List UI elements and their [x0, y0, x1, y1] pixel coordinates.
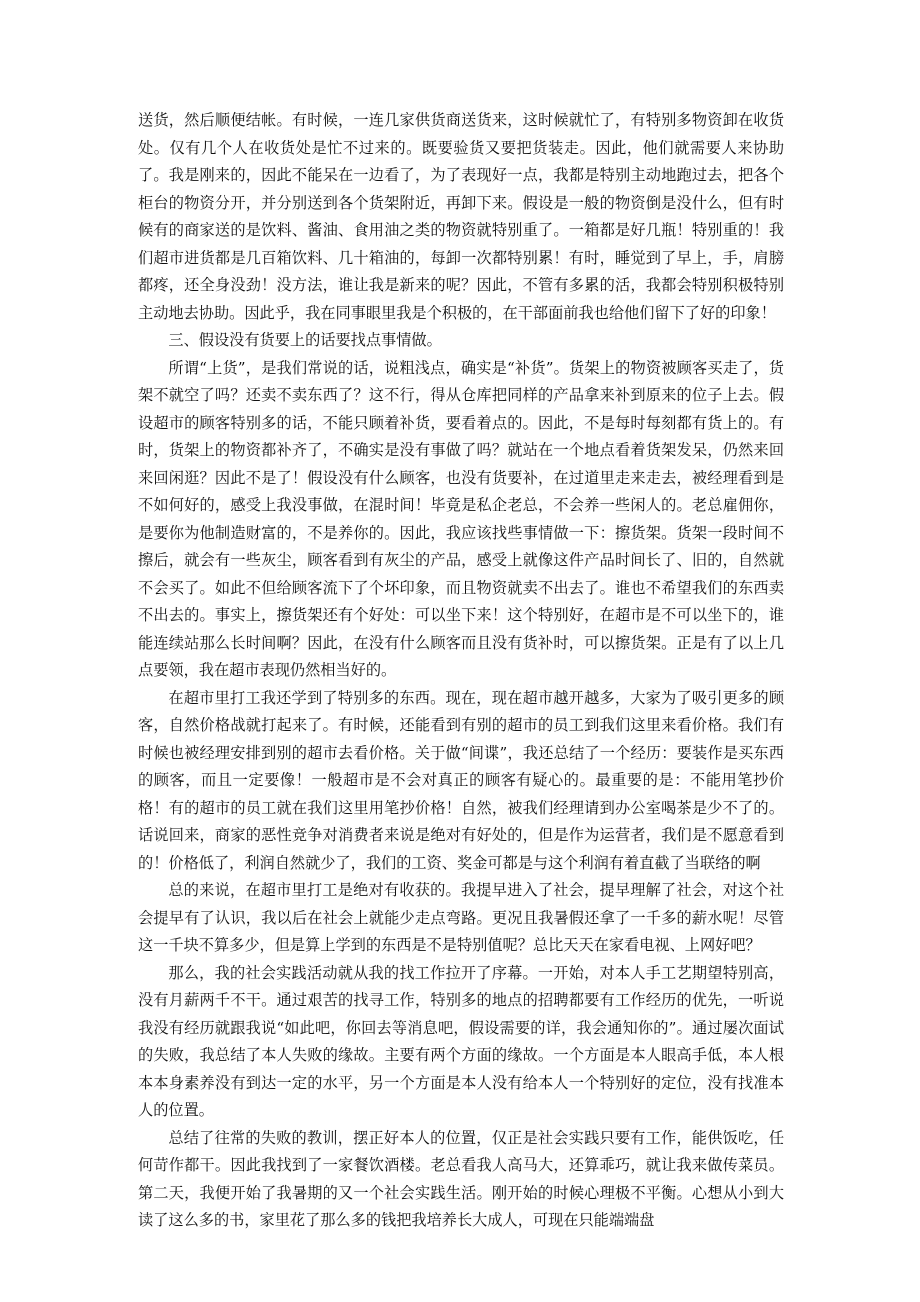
paragraph: 所谓“上货”，是我们常说的话，说粗浅点，确实是“补货”。货架上的物资被顾客买走了，货架不就空了吗？还卖不卖东西了？这不行，得从仓库把同样的产品拿来补到原来的位子上去。假设超市的顾客特别多的话，不能只顾着补货，要看着点的。因此，不是每时每刻都有货上的。有时，货架上的物资都补齐了，不确实是没有事做了吗？就站在一个地点看着货架发呆，仍然来回来回闲逛？因此不是了！假设没有什么顾客，也没有货要补，在过道里走来走去，被经理看到是不如何好的，感受上我没事做，在混时间！毕竟是私企老总，不会养一些闲人的。老总雇佣你，是要你为他制造财富的，不是养你的。因此，我应该找些事情做一下：擦货架。货架一段时间不擦后，就会有一些灰尘，顾客看到有灰尘的产品，感受上就像这件产品时间长了、旧的，自然就不会买了。如此不但给顾客流下了个坏印象，而且物资就卖不出去了。谁也不希望我们的东西卖不出去的。事实上，擦货架还有个好处：可以坐下来！这个特别好，在超市是不可以坐下的，谁能连续站那么长时间啊？因此，在没有什么顾客而且没有货补时，可以擦货架。正是有了以上几点要领，我在超市表现仍然相当好的。: [138, 358, 784, 679]
paragraph: 在超市里打工我还学到了特别多的东西。现在，现在超市越开越多，大家为了吸引更多的顾客，自然价格战就打起来了。有时候，还能看到有别的超市的员工到我们这里来看价格。我们有时候也被经理安排到别的超市去看价格。关于做“间谍”，我还总结了一个经历：要装作是买东西的顾客，而且一定要像！一般超市是不会对真正的顾客有疑心的。最重要的是：不能用笔抄价格！有的超市的员工就在我们这里用笔抄价格！自然，被我们经理请到办公室喝茶是少不了的。话说回来，商家的恶性竞争对消费者来说是绝对有好处的，但是作为运营者，我们是不愿意看到的！价格低了，利润自然就少了，我们的工资、奖金可都是与这个利润有着直截了当联络的啊: [138, 688, 784, 872]
document-body: [138, 107, 784, 1235]
paragraph-continued: 送货，然后顺便结帐。有时候，一连几家供货商送货来，这时候就忙了，有特别多物资卸在收货处。仅有几个人在收货处是忙不过来的。既要验货又要把货装走。因此，他们就需要人来协助了。我是刚来的，因此不能呆在一边看了，为了表现好一点，我都是特别主动地跑过去，把各个柜台的物资分开，并分别送到各个货架附近，再卸下来。假设是一般的物资倒是没什么，但有时候有的商家送的是饮料、酱油、食用油之类的物资就特别重了。一箱都是好几瓶！特别重的！我们超市进货都是几百箱饮料、几十箱油的，每卸一次都特别累！有时，睡觉到了早上，手，肩膀都疼，还全身没劲！没方法，谁让我是新来的呢？因此，不管有多累的活，我都会特别积极特别主动地去协助。因此乎，我在同事眼里我是个积极的，在干部面前我也给他们留下了好的印象！: [138, 111, 784, 322]
section-heading: 三、假设没有货要上的话要找点事情做。: [168, 331, 442, 349]
paragraph: 那么，我的社会实践活动就从我的找工作拉开了序幕。一开始，对本人手工艺期望特别高，没有月薪两千不干。通过艰苦的找寻工作，特别多的地点的招聘都要有工作经历的优先，一听说我没有经历就跟我说“如此吧，你回去等消息吧，假设需要的详，我会通知你的”。通过屡次面试的失败，我总结了本人失败的缘故。主要有两个方面的缘故。一个方面是本人眼高手低，本人根本本身素养没有到达一定的水平，另一个方面是本人没有给本人一个特别好的定位，没有找准本人的位置。: [138, 963, 784, 1119]
paragraph: 总的来说，在超市里打工是绝对有收获的。我提早进入了社会，提早理解了社会，对这个社会提早有了认识，我以后在社会上就能少走点弯路。更况且我暑假还拿了一千多的薪水呢！尽管这一千块不算多少，但是算上学到的东西是不是特别值呢？总比天天在家看电视、上网好吧？: [138, 881, 784, 954]
paragraph: 总结了往常的失败的教训，摆正好本人的位置，仅正是社会实践只要有工作，能供饭吃，任何苛作都干。因此我找到了一家餐饮酒楼。老总看我人高马大，还算乖巧，就让我来做传菜员。第二天，我便开始了我暑期的又一个社会实践生活。刚开始的时候心理极不平衡。心想从小到大读了这么多的书，家里花了那么多的钱把我培养长大成人，可现在只能端端盘: [138, 1128, 784, 1229]
